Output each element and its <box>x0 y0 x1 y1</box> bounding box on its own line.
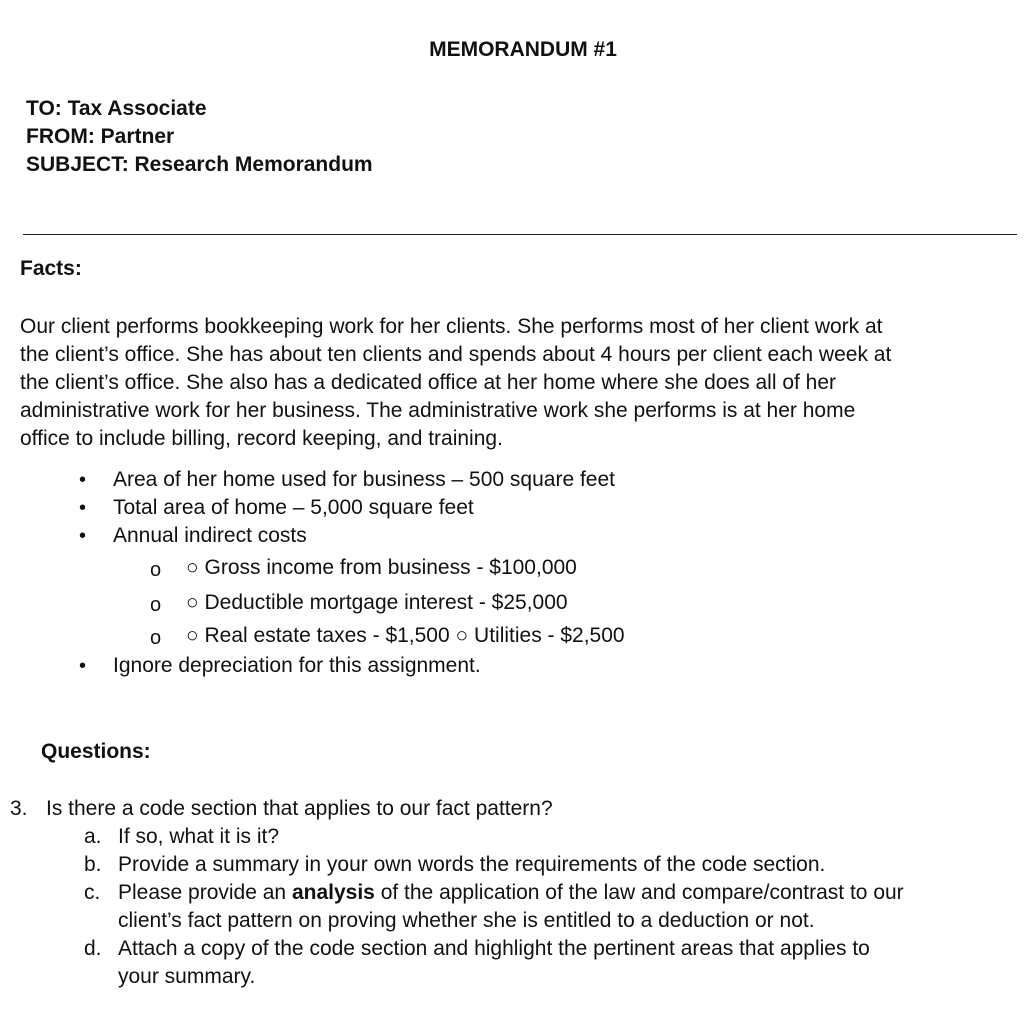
facts-heading: Facts: <box>20 257 82 280</box>
question-item-continuation: your summary. <box>118 965 256 988</box>
to-line: TO: Tax Associate <box>26 97 207 120</box>
question-letter: c. <box>84 881 101 904</box>
bullet-item: Total area of home – 5,000 square feet <box>113 496 474 519</box>
analysis-emphasis: analysis <box>291 881 375 904</box>
question-item: Attach a copy of the code section and highlight the pertinent areas that applies to <box>118 937 870 960</box>
question-item: If so, what it is it? <box>118 825 280 848</box>
sub-item: ○ Real estate taxes - $1,500 ○ Utilities - $2,500 <box>186 624 625 647</box>
sub-bullet-icon: o <box>150 594 162 616</box>
sub-bullet-icon: o <box>150 627 162 649</box>
memo-title: MEMORANDUM #1 <box>429 38 617 61</box>
subject-line: SUBJECT: Research Memorandum <box>26 153 373 176</box>
question-item: Provide a summary in your own words the requirements of the code section. <box>118 853 826 876</box>
question-text: Please provide an <box>118 881 292 904</box>
facts-line-1: Our client performs bookkeeping work for her clients. She performs most of her client work at <box>20 315 883 338</box>
question-number: 3. <box>10 797 28 820</box>
question-text: of the application of the law and compare/contrast to our <box>374 881 904 904</box>
question-item-continuation: client’s fact pattern on proving whether she is entitled to a deduction or not. <box>118 909 815 932</box>
bullet-item: Ignore depreciation for this assignment. <box>113 654 481 677</box>
sub-bullet-icon: o <box>150 559 162 581</box>
question-letter: b. <box>84 853 102 876</box>
facts-paragraph <box>20 313 1020 453</box>
facts-line-3: the client’s office. She also has a dedicated office at her home where she does all of her <box>20 371 837 394</box>
questions-heading: Questions: <box>41 740 151 763</box>
bullet-item: Annual indirect costs <box>113 524 307 547</box>
facts-line-2: the client’s office. She has about ten clients and spends about 4 hours per client each week at <box>20 343 892 366</box>
facts-line-4: administrative work for her business. The administrative work she performs is at her home <box>20 399 856 422</box>
bullet-icon: • <box>79 497 87 519</box>
sub-item: ○ Deductible mortgage interest - $25,000 <box>186 591 568 614</box>
bullet-item: Area of her home used for business – 500 square feet <box>113 468 615 491</box>
question-item <box>118 881 904 905</box>
header-divider <box>23 234 1017 235</box>
bullet-icon: • <box>79 469 87 491</box>
bullet-icon: • <box>79 655 87 677</box>
question-letter: a. <box>84 825 102 848</box>
bullet-icon: • <box>79 525 87 547</box>
question-main: Is there a code section that applies to our fact pattern? <box>46 797 553 820</box>
sub-item: ○ Gross income from business - $100,000 <box>186 556 577 579</box>
from-line: FROM: Partner <box>26 125 175 148</box>
question-letter: d. <box>84 937 102 960</box>
facts-line-5: office to include billing, record keeping, and training. <box>20 427 503 450</box>
